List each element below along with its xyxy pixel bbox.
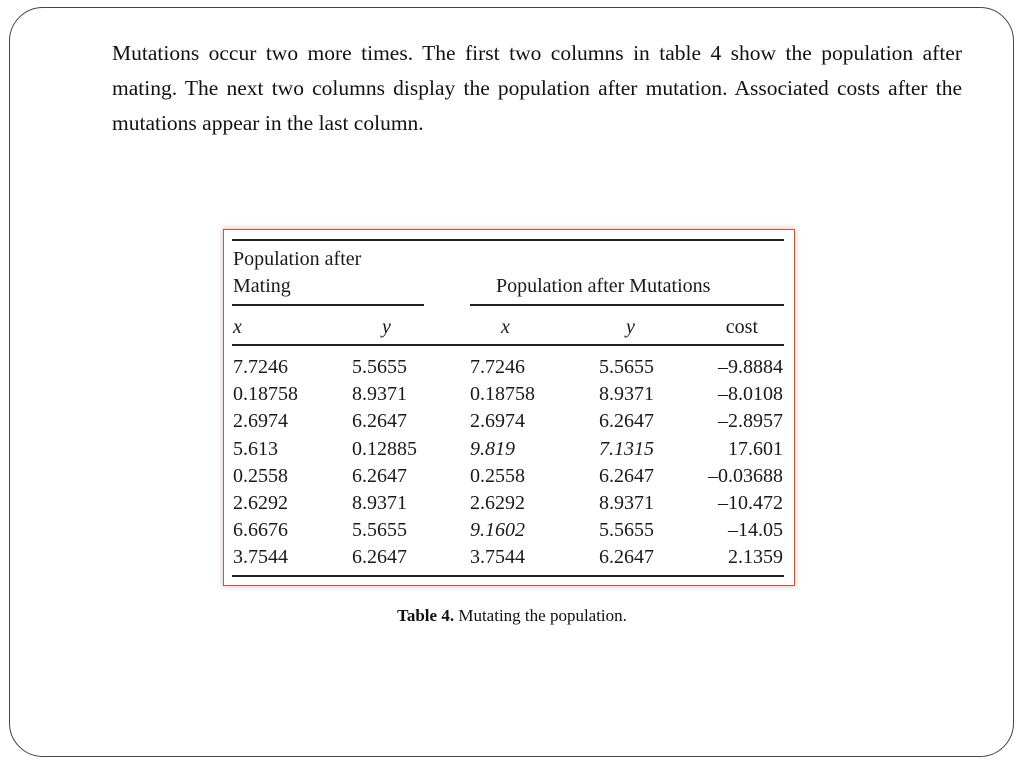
table-cell: 3.7544 [470,546,525,569]
table-caption [0,606,1024,626]
group-rule-mating [232,304,424,306]
col-header-x-mating: x [233,316,242,338]
table-cell: 6.2647 [352,464,407,487]
table-cell: 8.9371 [352,492,407,514]
col-header-y-mutation: y [626,316,635,338]
group-rule-mutations [470,304,784,306]
table-cell: 8.9371 [599,492,654,514]
col-header-y-mating: y [382,316,391,338]
table-cell: 6.2647 [352,410,407,433]
table-cell: –2.8957 [718,410,783,433]
table-cell: 7.7246 [233,356,288,378]
table-cell: 6.2647 [599,546,654,569]
group-header-mating-line2: Mating [233,275,291,297]
table-cell: –14.05 [728,519,783,542]
table-cell: 2.6292 [233,492,288,514]
table-bottom-rule [232,575,784,577]
table-cell: –8.0108 [718,383,783,406]
table-cell: 8.9371 [352,383,407,406]
table-cell: 8.9371 [599,383,654,406]
col-header-x-mutation: x [501,316,510,338]
table-cell: 9.819 [470,437,515,460]
table-cell: –10.472 [718,492,783,514]
table-cell: 2.6974 [470,410,525,433]
table-cell: 5.5655 [599,519,654,542]
table-cell: –9.8884 [718,356,783,378]
table-cell: 6.2647 [599,410,654,433]
table-cell: 7.1315 [599,437,654,460]
group-header-mating-line1: Population after [233,248,362,270]
table-cell: 0.2558 [470,464,525,487]
table-cell: 6.2647 [352,546,407,569]
table-cell: 2.6292 [470,492,525,514]
caption-text: Mutating the population. [458,606,627,625]
table-cell: 0.12885 [352,437,417,460]
group-header-mutations: Population after Mutations [496,275,711,297]
table-cell: 0.18758 [233,383,298,406]
table-cell: 2.6974 [233,410,288,433]
header-rule [232,344,784,346]
table-cell: –0.03688 [708,464,783,487]
table-top-rule [232,239,784,241]
table-cell: 5.5655 [352,356,407,378]
table-cell: 3.7544 [233,546,288,569]
table-cell: 5.613 [233,437,278,460]
table-cell: 6.6676 [233,519,288,542]
table-cell: 17.601 [728,437,783,460]
table-cell: 5.5655 [352,519,407,542]
intro-paragraph: Mutations occur two more times. The first two columns in table 4 show the population after mating. The next two columns display the population after mutation. Associated costs after the mutations appear in the last column. [112,41,962,135]
table-cell: 9.1602 [470,519,525,542]
table-image [223,229,795,586]
table-cell: 5.5655 [599,356,654,378]
col-header-cost: cost [725,316,758,338]
table-cell: 7.7246 [470,356,525,378]
table-cell: 6.2647 [599,464,654,487]
table-cell: 0.18758 [470,383,535,406]
caption-label: Table 4. [397,606,455,625]
table-cell: 2.1359 [728,546,783,569]
table-cell: 0.2558 [233,464,288,487]
